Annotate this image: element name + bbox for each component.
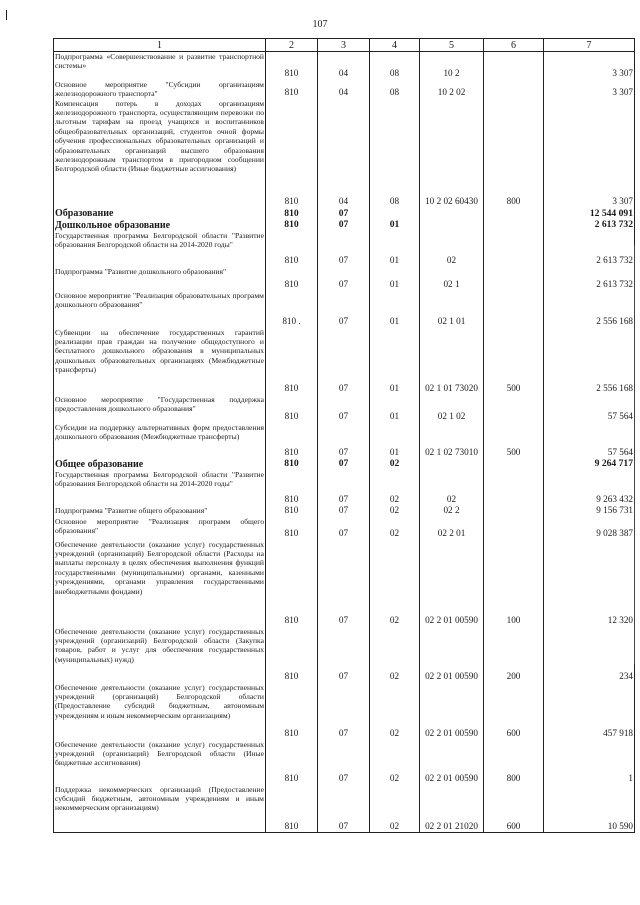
- row-description: Подпрограмма «Совершенствование и развитие транспортной системы»: [54, 52, 266, 80]
- row-expense-type: [484, 291, 544, 328]
- row-amount: 457 918: [544, 683, 635, 740]
- row-admin-code: 810: [266, 99, 318, 208]
- row-section-code: 07: [318, 328, 370, 395]
- table-row: [54, 291, 635, 328]
- row-target-article: 02 2 01 00590: [420, 683, 484, 740]
- row-expense-type: [484, 208, 544, 220]
- row-admin-code: 810: [266, 627, 318, 683]
- row-section-code: 04: [318, 80, 370, 99]
- row-amount: 9 028 387: [544, 517, 635, 540]
- row-amount: 1: [544, 740, 635, 785]
- row-subsection-code: 02: [370, 506, 420, 517]
- margin-line: [634, 245, 635, 665]
- row-expense-type: [484, 231, 544, 267]
- table-row: [54, 627, 635, 683]
- row-subsection-code: 02: [370, 517, 420, 540]
- row-amount: 2 556 168: [544, 328, 635, 395]
- row-admin-code: 810: [266, 231, 318, 267]
- row-target-article: 02 2 01 00590: [420, 540, 484, 627]
- row-section-code: 07: [318, 627, 370, 683]
- row-description: Общее образование: [54, 459, 266, 470]
- row-amount: 57 564: [544, 395, 635, 423]
- row-subsection-code: 08: [370, 80, 420, 99]
- header-col-7: 7: [544, 39, 635, 52]
- table-row: [54, 220, 635, 231]
- row-target-article: 02 1 01: [420, 291, 484, 328]
- row-description: Образование: [54, 208, 266, 220]
- row-section-code: 07: [318, 459, 370, 470]
- row-target-article: 02 2: [420, 506, 484, 517]
- row-admin-code: 810: [266, 220, 318, 231]
- row-target-article: [420, 220, 484, 231]
- row-amount: 12 544 091: [544, 208, 635, 220]
- header-col-4: 4: [370, 39, 420, 52]
- table-row: [54, 517, 635, 540]
- row-expense-type: [484, 220, 544, 231]
- header-col-6: 6: [484, 39, 544, 52]
- row-section-code: 07: [318, 785, 370, 833]
- row-amount: 2 613 732: [544, 267, 635, 291]
- table-row: [54, 52, 635, 80]
- table-row: [54, 328, 635, 395]
- row-description: Компенсация потерь в доходах организациям железнодорожного транспорта, осуществляющим перевозки по льготным тарифам на проезд учащихся и воспитанников общеобразовательных организаций, студентов очной формы обучения профессиональных образовательных организаций и образовательных организаций высшего образования железнодорожным транспортом в пригородном сообщении Белгородской области (Иные бюджетные ассигнования): [54, 99, 266, 208]
- row-expense-type: 800: [484, 99, 544, 208]
- row-amount: 12 320: [544, 540, 635, 627]
- row-description: Субвенции на обеспечение государственных гарантий реализации прав граждан на получение общедоступного и бесплатного дошкольного образования в муниципальных дошкольных образовательных организациях (Межбюджетные трансферты): [54, 328, 266, 395]
- row-admin-code: 810: [266, 267, 318, 291]
- row-target-article: 02 1 02: [420, 395, 484, 423]
- row-subsection-code: 08: [370, 99, 420, 208]
- row-subsection-code: 02: [370, 740, 420, 785]
- row-section-code: 07: [318, 683, 370, 740]
- row-admin-code: 810: [266, 470, 318, 506]
- row-description: Основное мероприятие "Реализация образовательных программ дошкольного образования": [54, 291, 266, 328]
- row-description: Обеспечение деятельности (оказание услуг) государственных учреждений (организаций) Белгородской области (Иные бюджетные ассигнования): [54, 740, 266, 785]
- row-description: Обеспечение деятельности (оказание услуг) государственных учреждений (организаций) Белгородской области (Предоставление субсидий бюджетным, автономным учреждениям и иным некоммерческим организациям): [54, 683, 266, 740]
- row-subsection-code: 01: [370, 220, 420, 231]
- row-description: Основное мероприятие "Реализация программ общего образования": [54, 517, 266, 540]
- row-subsection-code: 01: [370, 423, 420, 459]
- row-description: Государственная программа Белгородской области "Развитие образования Белгородской области на 2014-2020 годы": [54, 470, 266, 506]
- row-admin-code: 810: [266, 517, 318, 540]
- row-target-article: [420, 459, 484, 470]
- row-subsection-code: 08: [370, 52, 420, 80]
- row-section-code: 07: [318, 423, 370, 459]
- row-admin-code: 810: [266, 80, 318, 99]
- row-expense-type: 500: [484, 328, 544, 395]
- row-description: Дошкольное образование: [54, 220, 266, 231]
- row-expense-type: [484, 52, 544, 80]
- row-target-article: 02 2 01: [420, 517, 484, 540]
- row-section-code: 07: [318, 291, 370, 328]
- row-amount: 2 613 732: [544, 231, 635, 267]
- header-row: [54, 39, 635, 52]
- row-admin-code: 810: [266, 740, 318, 785]
- row-section-code: 07: [318, 470, 370, 506]
- row-section-code: 07: [318, 220, 370, 231]
- header-col-3: 3: [318, 39, 370, 52]
- row-expense-type: 600: [484, 785, 544, 833]
- row-amount: 9 156 731: [544, 506, 635, 517]
- row-expense-type: [484, 517, 544, 540]
- row-expense-type: 800: [484, 740, 544, 785]
- row-amount: 2 556 168: [544, 291, 635, 328]
- row-description: Подпрограмма "Развитие дошкольного образования": [54, 267, 266, 291]
- row-subsection-code: 02: [370, 785, 420, 833]
- row-expense-type: 200: [484, 627, 544, 683]
- table-row: [54, 459, 635, 470]
- row-target-article: 02 1 02 73010: [420, 423, 484, 459]
- header-col-1: 1: [54, 39, 266, 52]
- row-description: Обеспечение деятельности (оказание услуг) государственных учреждений (организаций) Белгородской области (Закупка товаров, работ и услуг для обеспечения государственных (муниципальных) нужд): [54, 627, 266, 683]
- row-amount: 9 264 717: [544, 459, 635, 470]
- row-amount: 2 613 732: [544, 220, 635, 231]
- table-row: [54, 540, 635, 627]
- row-subsection-code: 01: [370, 395, 420, 423]
- row-amount: 3 307: [544, 52, 635, 80]
- row-subsection-code: 01: [370, 328, 420, 395]
- row-subsection-code: [370, 208, 420, 220]
- row-expense-type: [484, 80, 544, 99]
- row-amount: 234: [544, 627, 635, 683]
- row-target-article: 02: [420, 470, 484, 506]
- header-col-2: 2: [266, 39, 318, 52]
- row-subsection-code: 01: [370, 231, 420, 267]
- row-admin-code: 810: [266, 208, 318, 220]
- table-row: [54, 683, 635, 740]
- row-section-code: 07: [318, 267, 370, 291]
- row-description: Основное мероприятие "Субсидии организациям железнодорожного транспорта": [55, 79, 264, 98]
- row-amount: 57 564: [544, 423, 635, 459]
- budget-table: [53, 38, 635, 833]
- row-expense-type: [484, 267, 544, 291]
- row-section-code: 07: [318, 740, 370, 785]
- row-section-code: 07: [318, 540, 370, 627]
- row-subsection-code: 02: [370, 540, 420, 627]
- row-target-article: 02: [420, 231, 484, 267]
- table-row: [54, 395, 635, 423]
- table-row: [54, 506, 635, 517]
- row-description: Субсидии на поддержку альтернативных форм предоставления дошкольного образования (Межбюджетные трансферты): [54, 423, 266, 459]
- row-target-article: 02 1 01 73020: [420, 328, 484, 395]
- row-admin-code: 810: [266, 395, 318, 423]
- table-row: [54, 423, 635, 459]
- row-section-code: 07: [318, 395, 370, 423]
- row-admin-code: 810: [266, 785, 318, 833]
- row-subsection-code: 02: [370, 470, 420, 506]
- row-admin-code: 810: [266, 683, 318, 740]
- row-admin-code: 810: [266, 540, 318, 627]
- row-admin-code: 810: [266, 328, 318, 395]
- row-section-code: 04: [318, 52, 370, 80]
- row-target-article: [420, 208, 484, 220]
- header-col-5: 5: [420, 39, 484, 52]
- row-expense-type: [484, 459, 544, 470]
- table-row: [54, 785, 635, 833]
- row-subsection-code: 02: [370, 627, 420, 683]
- row-amount: 10 590: [544, 785, 635, 833]
- row-description: Основное мероприятие "Государственная поддержка предоставления дошкольного образования": [54, 395, 266, 423]
- row-expense-type: [484, 395, 544, 423]
- row-section-code: 07: [318, 506, 370, 517]
- row-target-article: 02 1: [420, 267, 484, 291]
- row-admin-code: 810 .: [266, 291, 318, 328]
- row-target-article: 02 2 01 00590: [420, 627, 484, 683]
- table-row: [54, 740, 635, 785]
- row-target-article: 10 2 02 60430: [420, 99, 484, 208]
- row-subsection-code: 02: [370, 683, 420, 740]
- row-admin-code: 810: [266, 52, 318, 80]
- row-amount: 3 307: [544, 99, 635, 208]
- page-number: 107: [312, 19, 328, 30]
- row-target-article: 10 2: [420, 52, 484, 80]
- table-row: [54, 470, 635, 506]
- row-amount: 9 263 432: [544, 470, 635, 506]
- row-amount: 3 307: [544, 80, 635, 99]
- row-target-article: 02 2 01 21020: [420, 785, 484, 833]
- row-expense-type: [484, 470, 544, 506]
- row-admin-code: 810: [266, 459, 318, 470]
- row-expense-type: 100: [484, 540, 544, 627]
- row-subsection-code: 01: [370, 267, 420, 291]
- table-row: [54, 80, 635, 99]
- row-description: Государственная программа Белгородской области "Развитие образования Белгородской области на 2014-2020 годы": [54, 231, 266, 267]
- row-expense-type: 500: [484, 423, 544, 459]
- row-section-code: 04: [318, 99, 370, 208]
- row-description: Поддержка некоммерческих организаций (Предоставление субсидий бюджетным, автономным учреждениям и иным некоммерческим организациям): [54, 785, 266, 833]
- row-target-article: 10 2 02: [420, 80, 484, 99]
- row-expense-type: 600: [484, 683, 544, 740]
- row-expense-type: [484, 506, 544, 517]
- row-section-code: 07: [318, 517, 370, 540]
- row-target-article: 02 2 01 00590: [420, 740, 484, 785]
- row-subsection-code: 01: [370, 291, 420, 328]
- row-admin-code: 810: [266, 423, 318, 459]
- row-subsection-code: 02: [370, 459, 420, 470]
- table-row: [54, 231, 635, 267]
- row-section-code: 07: [318, 231, 370, 267]
- row-section-code: 07: [318, 208, 370, 220]
- table-row: [54, 208, 635, 220]
- row-admin-code: 810: [266, 506, 318, 517]
- row-description: Подпрограмма "Развитие общего образования": [54, 506, 266, 517]
- table-row: [54, 267, 635, 291]
- table-row: [54, 99, 635, 208]
- row-description: Обеспечение деятельности (оказание услуг) государственных учреждений (организаций) Белгородской области (Расходы на выплаты персоналу в целях обеспечения выполнения функций государственными (муниципальными) органами, казенными учреждениями, органами управления государственными внебюджетными фондами): [54, 540, 266, 627]
